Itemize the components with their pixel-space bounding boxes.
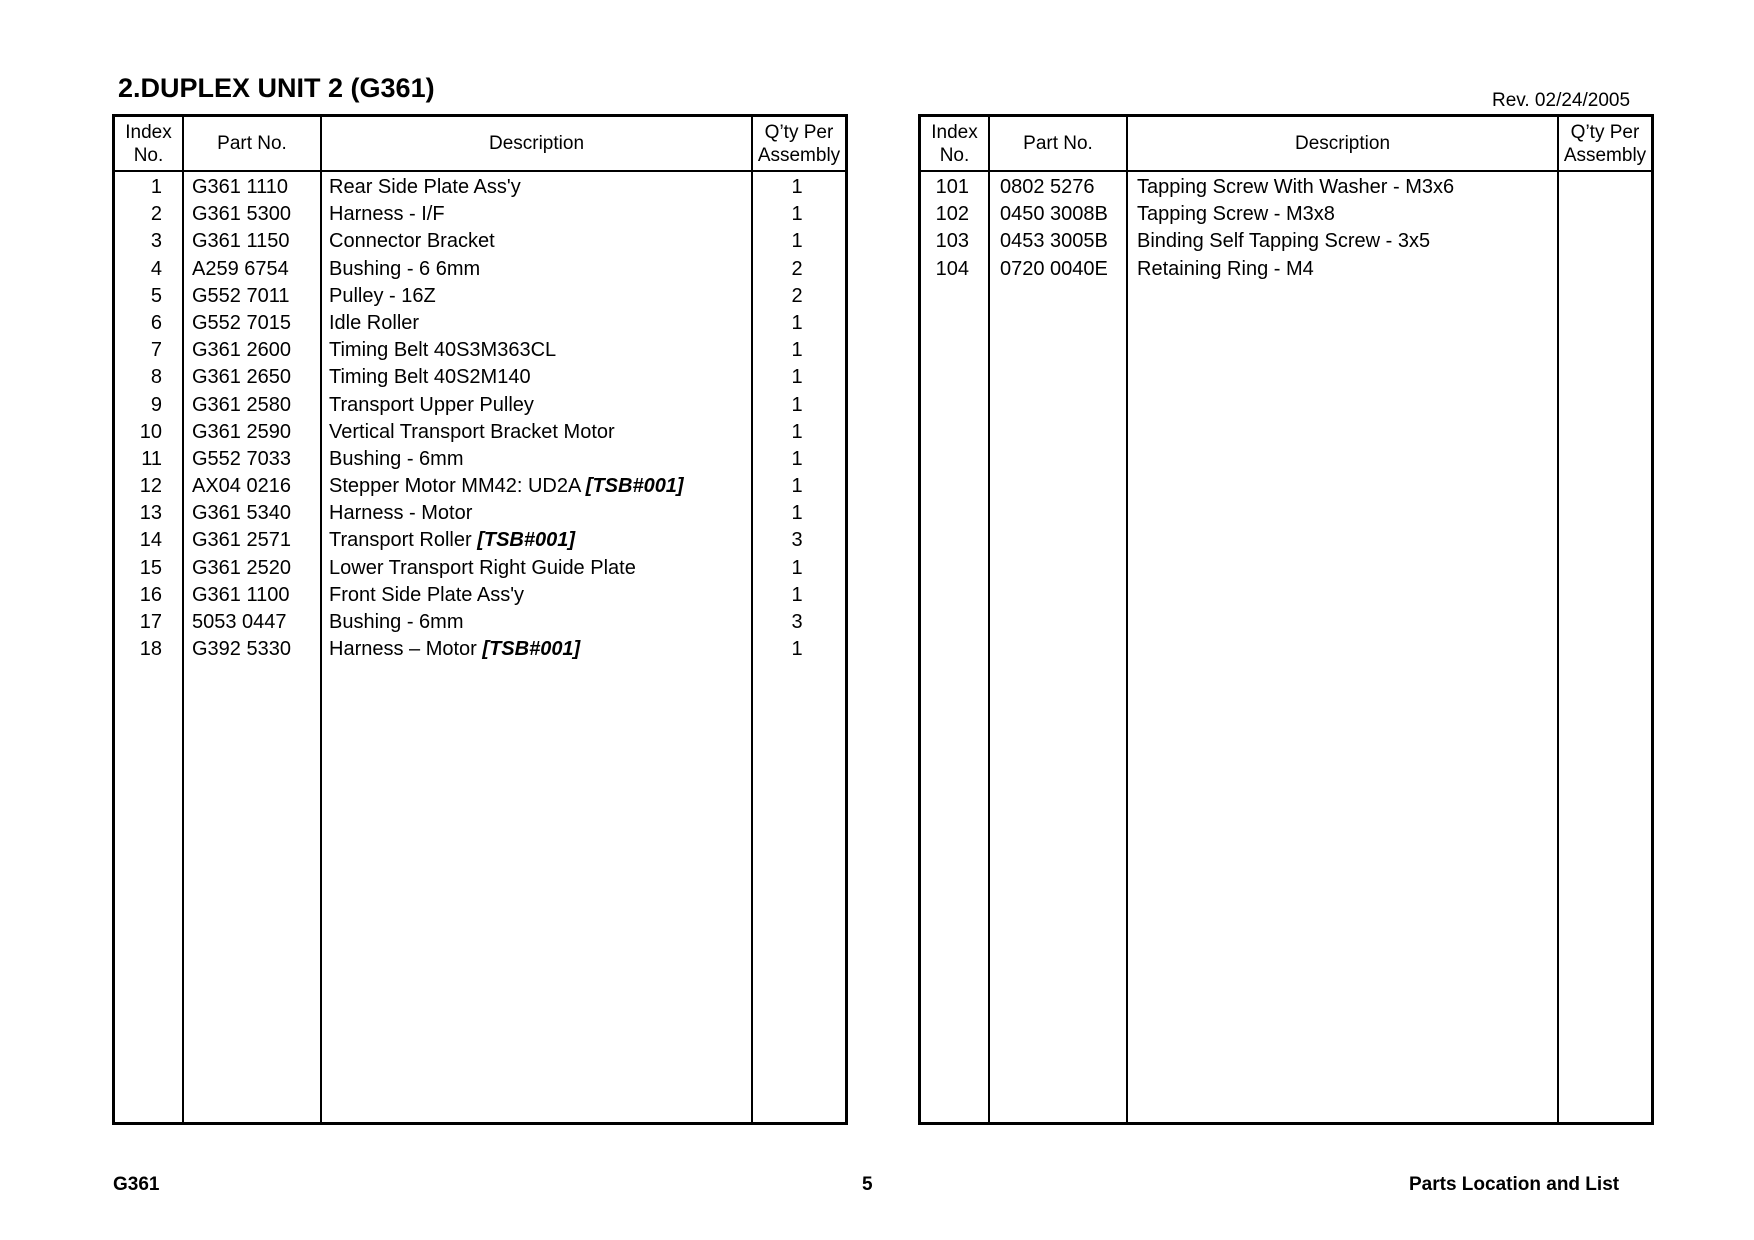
part-number-cell: 0802 5276 [1000, 176, 1095, 198]
table-row [115, 498, 845, 525]
tsb-reference: [TSB#001] [585, 475, 684, 498]
description-cell [329, 612, 464, 632]
description-cell [329, 449, 464, 469]
part-number-cell: G361 2571 [192, 529, 291, 552]
index-cell: 3 [150, 230, 162, 253]
header-index-line2: No. [133, 144, 164, 166]
parts-table-left [112, 114, 848, 1125]
quantity-cell: 1 [791, 502, 803, 525]
index-cell: 9 [150, 393, 162, 416]
description-text: Harness – Motor [329, 638, 477, 661]
header-description: Description [488, 133, 585, 154]
description-text: Retaining Ring - M4 [1137, 257, 1314, 280]
description-text: Bushing - 6 6mm [329, 257, 481, 280]
table-row [115, 226, 845, 253]
description-text: Bushing - 6mm [329, 447, 464, 470]
table-row [115, 199, 845, 226]
quantity-cell: 3 [791, 529, 803, 552]
description-text: Tapping Screw With Washer - M3x6 [1137, 176, 1455, 198]
table-row [115, 417, 845, 444]
description-text: Vertical Transport Bracket Motor [329, 420, 615, 443]
part-number-cell: G361 1100 [192, 583, 290, 606]
header-qty [1559, 117, 1651, 170]
tsb-reference: [TSB#001] [482, 638, 581, 661]
footer-model: G361 [113, 1174, 160, 1195]
footer-page-number: 5 [862, 1174, 873, 1195]
part-number-cell: G392 5330 [192, 638, 291, 661]
description-cell [329, 286, 436, 306]
index-cell: 5 [150, 284, 162, 307]
description-text: Tapping Screw - M3x8 [1137, 203, 1335, 226]
table-row [115, 634, 845, 661]
description-text: Transport Roller [329, 529, 472, 552]
table-row [115, 525, 845, 552]
part-number-cell: G361 2580 [192, 393, 291, 416]
header-index [115, 117, 182, 170]
description-cell [329, 585, 524, 605]
quantity-cell: 2 [791, 257, 803, 280]
description-cell [329, 340, 556, 360]
index-cell: 10 [139, 420, 162, 443]
part-number-cell: 5053 0447 [192, 611, 287, 633]
description-text: Harness - Motor [329, 502, 473, 525]
part-number-cell: AX04 0216 [192, 475, 291, 498]
header-index-line1: Index [931, 121, 978, 143]
quantity-cell: 2 [791, 284, 803, 307]
description-cell [329, 476, 684, 496]
index-cell: 15 [139, 556, 162, 579]
description-cell [329, 503, 472, 523]
table-row [115, 471, 845, 498]
part-number-cell: G361 2600 [192, 339, 291, 362]
index-cell: 7 [150, 339, 162, 362]
table-row [115, 580, 845, 607]
table-row [921, 199, 1651, 226]
index-cell: 13 [139, 502, 162, 525]
description-text: Binding Self Tapping Screw - 3x5 [1137, 230, 1431, 253]
table-body [921, 172, 1651, 281]
table-row [115, 335, 845, 362]
header-part-no: Part No. [1023, 133, 1093, 154]
table-row [115, 444, 845, 471]
quantity-cell: 1 [791, 230, 803, 253]
table-row [115, 390, 845, 417]
header-part-no: Part No. [217, 133, 287, 154]
header-qty-line2: Assembly [757, 144, 841, 166]
index-cell: 103 [935, 230, 969, 253]
quantity-cell: 1 [791, 339, 803, 362]
part-number-cell: G361 1110 [192, 176, 289, 198]
description-cell [1137, 259, 1314, 279]
part-number-cell: G552 7033 [192, 447, 291, 470]
description-text: Lower Transport Right Guide Plate [329, 556, 636, 579]
index-cell: 4 [150, 257, 162, 280]
description-cell [329, 367, 531, 387]
quantity-cell: 1 [791, 420, 803, 443]
description-cell [329, 422, 615, 442]
description-cell [329, 530, 575, 550]
description-text: Connector Bracket [329, 230, 495, 253]
table-row [921, 172, 1651, 199]
description-cell [329, 395, 534, 415]
index-cell: 12 [139, 475, 162, 498]
description-cell [329, 639, 580, 659]
description-text: Rear Side Plate Ass'y [329, 176, 521, 198]
table-row [115, 607, 845, 634]
quantity-cell: 1 [791, 447, 803, 470]
description-cell [1137, 177, 1454, 197]
parts-table-right [918, 114, 1654, 1125]
tsb-reference: [TSB#001] [477, 529, 576, 552]
header-index-line2: No. [939, 144, 970, 166]
page-title: 2.DUPLEX UNIT 2 (G361) [118, 73, 435, 103]
index-cell: 101 [935, 176, 969, 198]
header-index [921, 117, 988, 170]
part-number-cell: 0450 3008B [1000, 203, 1108, 226]
description-cell [329, 558, 636, 578]
quantity-cell: 1 [791, 638, 803, 661]
quantity-cell: 1 [791, 583, 803, 606]
description-cell [329, 177, 521, 197]
description-cell [329, 313, 419, 333]
description-text: Front Side Plate Ass'y [329, 583, 525, 606]
table-row [115, 254, 845, 281]
index-cell: 16 [139, 583, 162, 606]
description-text: Timing Belt 40S3M363CL [329, 339, 557, 362]
footer-section: Parts Location and List [1409, 1174, 1620, 1195]
part-number-cell: G361 5300 [192, 203, 291, 226]
header-description: Description [1294, 133, 1391, 154]
part-number-cell: A259 6754 [192, 257, 289, 280]
description-text: Timing Belt 40S2M140 [329, 366, 531, 389]
quantity-cell: 1 [791, 203, 803, 226]
part-number-cell: G552 7015 [192, 311, 291, 334]
index-cell: 2 [150, 203, 162, 226]
index-cell: 11 [141, 447, 162, 470]
header-qty-line1: Q’ty Per [1570, 121, 1640, 143]
header-index-line1: Index [125, 121, 172, 143]
description-text: Stepper Motor MM42: UD2A [329, 475, 581, 498]
table-row [115, 281, 845, 308]
description-text: Bushing - 6mm [329, 611, 464, 633]
index-cell: 18 [139, 638, 162, 661]
table-row [921, 254, 1651, 281]
table-row [115, 308, 845, 335]
description-cell [329, 204, 445, 224]
index-cell: 1 [150, 176, 162, 198]
description-text: Harness - I/F [329, 203, 445, 226]
description-cell [1137, 231, 1430, 251]
quantity-cell: 1 [791, 176, 803, 198]
header-qty-line1: Q’ty Per [764, 121, 834, 143]
table-row [115, 362, 845, 389]
quantity-cell: 1 [791, 311, 803, 334]
index-cell: 6 [150, 311, 162, 334]
table-body [115, 172, 845, 661]
quantity-cell: 1 [791, 393, 803, 416]
part-number-cell: G552 7011 [192, 284, 290, 307]
part-number-cell: 0720 0040E [1000, 257, 1108, 280]
index-cell: 17 [139, 611, 162, 633]
quantity-cell: 1 [791, 366, 803, 389]
revision-date: Rev. 02/24/2005 [1492, 90, 1631, 111]
index-cell: 8 [150, 366, 162, 389]
description-text: Pulley - 16Z [329, 284, 436, 307]
index-cell: 102 [935, 203, 969, 226]
description-cell [329, 259, 480, 279]
part-number-cell: G361 5340 [192, 502, 291, 525]
description-cell [1137, 204, 1335, 224]
part-number-cell: 0453 3005B [1000, 230, 1108, 253]
index-cell: 14 [139, 529, 162, 552]
quantity-cell: 1 [791, 475, 803, 498]
part-number-cell: G361 2590 [192, 420, 291, 443]
quantity-cell: 3 [791, 611, 803, 633]
table-row [115, 553, 845, 580]
table-row [115, 172, 845, 199]
header-qty-line2: Assembly [1563, 144, 1647, 166]
part-number-cell: G361 2650 [192, 366, 291, 389]
description-text: Transport Upper Pulley [329, 393, 534, 416]
quantity-cell: 1 [791, 556, 803, 579]
part-number-cell: G361 1150 [192, 230, 290, 253]
part-number-cell: G361 2520 [192, 556, 291, 579]
description-cell [329, 231, 495, 251]
description-text: Idle Roller [329, 311, 420, 334]
index-cell: 104 [935, 257, 969, 280]
header-qty [753, 117, 845, 170]
table-row [921, 226, 1651, 253]
